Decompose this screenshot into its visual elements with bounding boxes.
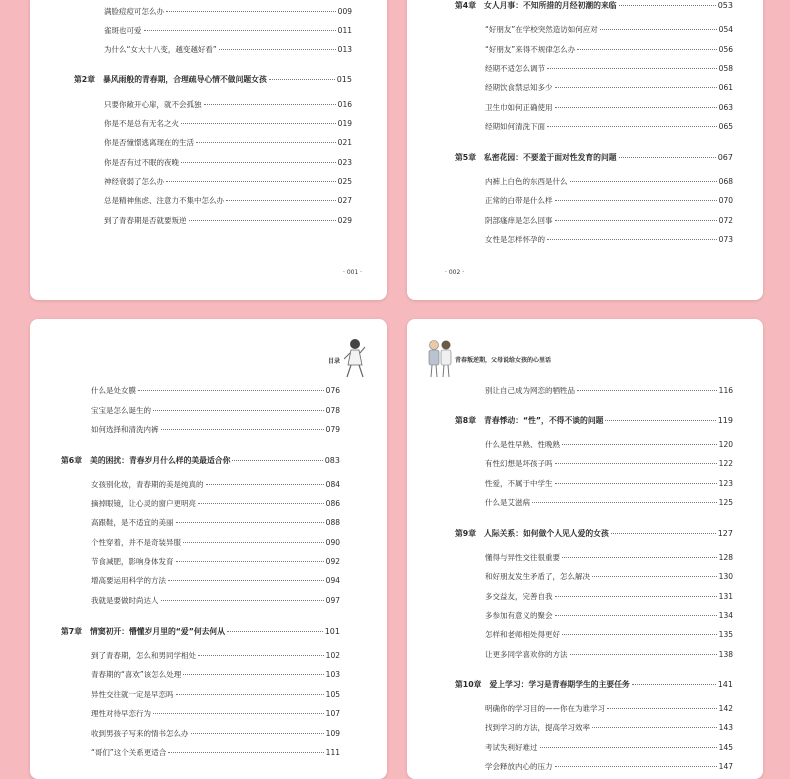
page-number: 016 [337,100,352,109]
section-title: 增高要运用科学的方法 [91,576,166,585]
page-number: 101 [324,627,340,636]
toc-entry [91,690,340,700]
dot-leader [632,684,716,685]
dot-leader [611,533,716,534]
dot-leader [153,713,324,714]
page-number: 128 [718,553,733,562]
page-number: 142 [718,704,733,713]
dot-leader [607,708,717,709]
section-title: 总是精神焦虑、注意力不集中怎么办 [104,196,224,205]
dot-leader [547,68,717,69]
page-number: 097 [325,596,340,605]
dot-leader [166,181,336,182]
toc-entry [485,479,733,489]
section-title: 明确你的学习目的——你在为谁学习 [485,704,605,713]
page-number: 019 [337,119,352,128]
page-number: 068 [718,177,733,186]
toc-page-002 [407,0,763,300]
page-number: 058 [718,64,733,73]
dot-leader [562,444,717,445]
section-title: “好朋友”在学校突然造访如何应对 [485,25,598,34]
toc-entry [104,45,352,55]
toc-entry [91,576,340,586]
chapter-title: 私密花园：不要羞于面对性发育的问题 [484,153,617,162]
toc-entry [104,138,352,148]
section-title: 只要你敞开心扉，就不会孤独 [104,100,202,109]
chapter-number: 第4章 [455,1,477,10]
toc-entry [91,480,340,490]
toc-chapter-entry [455,153,733,163]
section-title: “好朋友”来得不规律怎么办 [485,45,576,54]
toc-entry [91,748,340,758]
toc-entry [91,425,340,435]
dot-leader [168,580,324,581]
toc-page-001 [30,0,387,300]
chapter-number: 第7章 [61,627,83,636]
toc-entry [485,743,733,753]
toc-entry [104,119,352,129]
chapter-number: 第2章 [74,75,96,84]
page-number: 079 [325,425,340,434]
chapter-number: 第10章 [455,680,482,689]
dot-leader [191,733,324,734]
toc-entry [485,64,733,74]
section-title: 卫生巾如何正确使用 [485,103,553,112]
section-title: 女孩别化妆，青春期的美是纯真的 [91,480,204,489]
toc-chapter-entry [61,456,340,466]
chapter-number: 第6章 [61,456,83,465]
toc-entry [104,196,352,206]
section-title: 你是否有过不眠的夜晚 [104,158,179,167]
section-title: 节食减肥，影响身体发育 [91,557,174,566]
dot-leader [555,87,717,88]
section-title: “哥们”这个关系更适合 [91,748,167,757]
toc-entry [485,704,733,714]
section-title: 阴部瘙痒是怎么回事 [485,216,553,225]
section-title: 怎样和老师相处得更好 [485,630,560,639]
dot-leader [540,747,717,748]
page-number: 145 [718,743,733,752]
section-title: 宝宝是怎么诞生的 [91,406,151,415]
dot-leader [555,615,717,616]
toc-entry [91,670,340,680]
toc-entry [485,25,733,35]
dot-leader [198,503,324,504]
section-title: 多参加有意义的聚会 [485,611,553,620]
dot-leader [204,104,336,105]
dot-leader [219,49,336,50]
section-title: 找到学习的方法，提高学习效率 [485,723,590,732]
page-number: 078 [325,406,340,415]
page-number: 029 [337,216,352,225]
toc-entry [104,26,352,36]
section-title: 到了青春期，怎么和男同学相处 [91,651,196,660]
dot-leader [605,420,715,421]
section-title: 满脸痘痘可怎么办 [104,7,164,16]
dot-leader [168,752,323,753]
page-number: 143 [718,723,733,732]
page-number: 102 [325,651,340,660]
page-number: 094 [325,576,340,585]
page-number: 061 [718,83,733,92]
chapter-title: 青春悸动：“性”，不得不谈的问题 [484,416,604,425]
chapter-title: 爱上学习：学习是青春期学生的主要任务 [489,680,630,689]
toc-entry [485,762,733,772]
dot-leader [181,123,336,124]
section-title: 高跟鞋，是不适宜的美丽 [91,518,174,527]
toc-entry [485,498,733,508]
toc-entry [91,499,340,509]
dot-leader [183,674,323,675]
dot-leader [562,634,717,635]
toc-entry [485,440,733,450]
page-number: 027 [337,196,352,205]
page-number: 070 [718,196,733,205]
section-title: 经期不适怎么调节 [485,64,545,73]
page-number: 088 [325,518,340,527]
dot-leader [176,694,324,695]
page-number: 092 [325,557,340,566]
page-number: 015 [336,75,352,84]
dot-leader [570,654,717,655]
dot-leader [176,522,324,523]
page-number: 073 [718,235,733,244]
dot-leader [570,181,717,182]
toc-entry [485,650,733,660]
toc-entry [485,196,733,206]
section-title: 为什么“女大十八变，越变越好看” [104,45,217,54]
dot-leader [226,200,336,201]
section-title: 让更多同学喜欢你的方法 [485,650,568,659]
page-folio: · 001 · [343,269,363,276]
page-number: 122 [718,459,733,468]
toc-entry [91,557,340,567]
section-title: 青春期的“喜欢”该怎么处理 [91,670,182,679]
toc-chapter-entry [61,627,340,637]
dot-leader [577,390,717,391]
chapter-number: 第5章 [455,153,477,162]
section-title: 理性对待早恋行为 [91,709,151,718]
page-number: 109 [325,729,340,738]
dot-leader [555,483,717,484]
toc-entry [485,723,733,733]
page-number: 021 [337,138,352,147]
toc-chapter-entry [74,75,352,85]
dot-leader [577,49,716,50]
page-number: 107 [325,709,340,718]
dot-leader [144,30,336,31]
dot-leader [227,631,323,632]
section-title: 神经衰弱了怎么办 [104,177,164,186]
section-title: 摘掉眼镜，让心灵的窗户更明亮 [91,499,196,508]
toc-entry [91,651,340,661]
dot-leader [555,220,717,221]
section-title: 别让自己成为网恋的牺牲品 [485,386,575,395]
toc-entry [91,518,340,528]
page-number: 054 [718,25,733,34]
chapter-title: 女人月事：不知所措的月经初潮的来临 [484,1,617,10]
toc-entry [104,158,352,168]
dot-leader [555,766,717,767]
dot-leader [555,200,717,201]
dot-leader [181,162,336,163]
toc-chapter-entry [455,1,733,11]
dot-leader [269,79,335,80]
page-number: 116 [718,386,733,395]
dot-leader [619,157,716,158]
page-number: 111 [325,748,340,757]
toc-chapter-entry [455,416,733,426]
page-number: 090 [325,538,340,547]
page-number: 125 [718,498,733,507]
toc-entry [485,553,733,563]
section-title: 有性幻想是坏孩子吗 [485,459,553,468]
section-title: 到了青春期是否就要叛逆 [104,216,187,225]
toc-entry [104,100,352,110]
toc-entry [485,122,733,132]
toc-entry [485,83,733,93]
page-number: 127 [717,529,733,538]
page-number: 056 [718,45,733,54]
running-header: 目录 [328,358,341,365]
page-number: 147 [718,762,733,771]
page-number: 123 [718,479,733,488]
dot-leader [532,502,717,503]
toc-entry [485,177,733,187]
page-number: 086 [325,499,340,508]
section-title: 异性交往就一定是早恋吗 [91,690,174,699]
toc-entry [485,103,733,113]
dot-leader [153,410,324,411]
dot-leader [600,29,717,30]
dot-leader [196,142,336,143]
toc-chapter-entry [455,680,733,690]
toc-entry [485,630,733,640]
toc-entry [104,7,352,17]
toc-entry [91,406,340,416]
dot-leader [189,220,336,221]
section-title: 懂得与异性交往很重要 [485,553,560,562]
page-number: 011 [337,26,352,35]
page-number: 067 [717,153,733,162]
toc-entry [104,177,352,187]
toc-entry [485,611,733,621]
dot-leader [592,727,717,728]
toc-entry [485,572,733,582]
dot-leader [176,561,324,562]
section-title: 和好朋友发生矛盾了，怎么解决 [485,572,590,581]
page-folio: · 002 · [445,269,465,276]
dot-leader [547,239,717,240]
page-number: 105 [325,690,340,699]
page-number: 084 [325,480,340,489]
toc-page-004 [407,319,763,779]
dot-leader [232,460,322,461]
page-number: 138 [718,650,733,659]
dot-leader [547,126,717,127]
running-header: 青春叛逆期，父母说给女孩的心里话 [455,357,552,364]
dot-leader [183,542,324,543]
chapter-number: 第8章 [455,416,477,425]
toc-entry [485,45,733,55]
toc-entry [91,386,340,396]
chapter-title: 美的困扰：青春岁月什么样的美最适合你 [90,456,231,465]
page-number: 130 [718,572,733,581]
page-number: 063 [718,103,733,112]
family-illustration [426,339,454,379]
section-title: 什么是艾滋病 [485,498,530,507]
toc-page-003 [30,319,387,779]
toc-entry [91,709,340,719]
toc-entry [485,459,733,469]
page-number: 065 [718,122,733,131]
chapter-title: 情窦初开：懵懂岁月里的“爱”何去何从 [90,627,226,636]
page-number: 053 [717,1,733,10]
page-number: 023 [337,158,352,167]
chapter-title: 人际关系：如何做个人见人爱的女孩 [484,529,609,538]
page-number: 083 [324,456,340,465]
page-number: 131 [718,592,733,601]
toc-entry [485,592,733,602]
toc-chapter-entry [455,529,733,539]
dot-leader [555,107,717,108]
page-number: 013 [337,45,352,54]
page-number: 025 [337,177,352,186]
section-title: 经期饮食禁忌知多少 [485,83,553,92]
section-title: 个性穿着，并不是奇装异服 [91,538,181,547]
dot-leader [161,429,324,430]
dot-leader [562,557,717,558]
toc-entry [485,216,733,226]
section-title: 我就是要做时尚达人 [91,596,159,605]
section-title: 雀斑也可爱 [104,26,142,35]
section-title: 正常的白带是什么样 [485,196,553,205]
section-title: 什么是性早熟、性晚熟 [485,440,560,449]
page-number: 120 [718,440,733,449]
section-title: 内裤上白色的东西是什么 [485,177,568,186]
dot-leader [206,484,324,485]
section-title: 你是否憧憬逃离现在的生活 [104,138,194,147]
page-number: 009 [337,7,352,16]
dot-leader [161,600,324,601]
chapter-number: 第9章 [455,529,477,538]
page-number: 076 [325,386,340,395]
girl-illustration [341,335,367,381]
toc-entry [91,596,340,606]
toc-entry [91,538,340,548]
section-title: 女性是怎样怀孕的 [485,235,545,244]
page-number: 135 [718,630,733,639]
dot-leader [166,11,336,12]
section-title: 多交益友，完善自我 [485,592,553,601]
section-title: 经期如何清洗下面 [485,122,545,131]
toc-entry [485,235,733,245]
section-title: 考试失利好难过 [485,743,538,752]
dot-leader [592,576,717,577]
page-number: 119 [717,416,733,425]
dot-leader [555,596,717,597]
page-number: 072 [718,216,733,225]
section-title: 收到男孩子写来的情书怎么办 [91,729,189,738]
page-number: 141 [717,680,733,689]
dot-leader [555,463,717,464]
chapter-title: 暴风雨般的青春期，合理疏导心情不做问题女孩 [103,75,267,84]
section-title: 如何选择和清洗内裤 [91,425,159,434]
section-title: 学会释放内心的压力 [485,762,553,771]
toc-entry [104,216,352,226]
dot-leader [198,655,324,656]
page-number: 103 [325,670,340,679]
toc-entry [485,386,733,396]
section-title: 你是不是总有无名之火 [104,119,179,128]
section-title: 性爱，不属于中学生 [485,479,553,488]
dot-leader [619,5,716,6]
section-title: 什么是处女膜 [91,386,136,395]
dot-leader [138,390,324,391]
toc-entry [91,729,340,739]
page-number: 134 [718,611,733,620]
